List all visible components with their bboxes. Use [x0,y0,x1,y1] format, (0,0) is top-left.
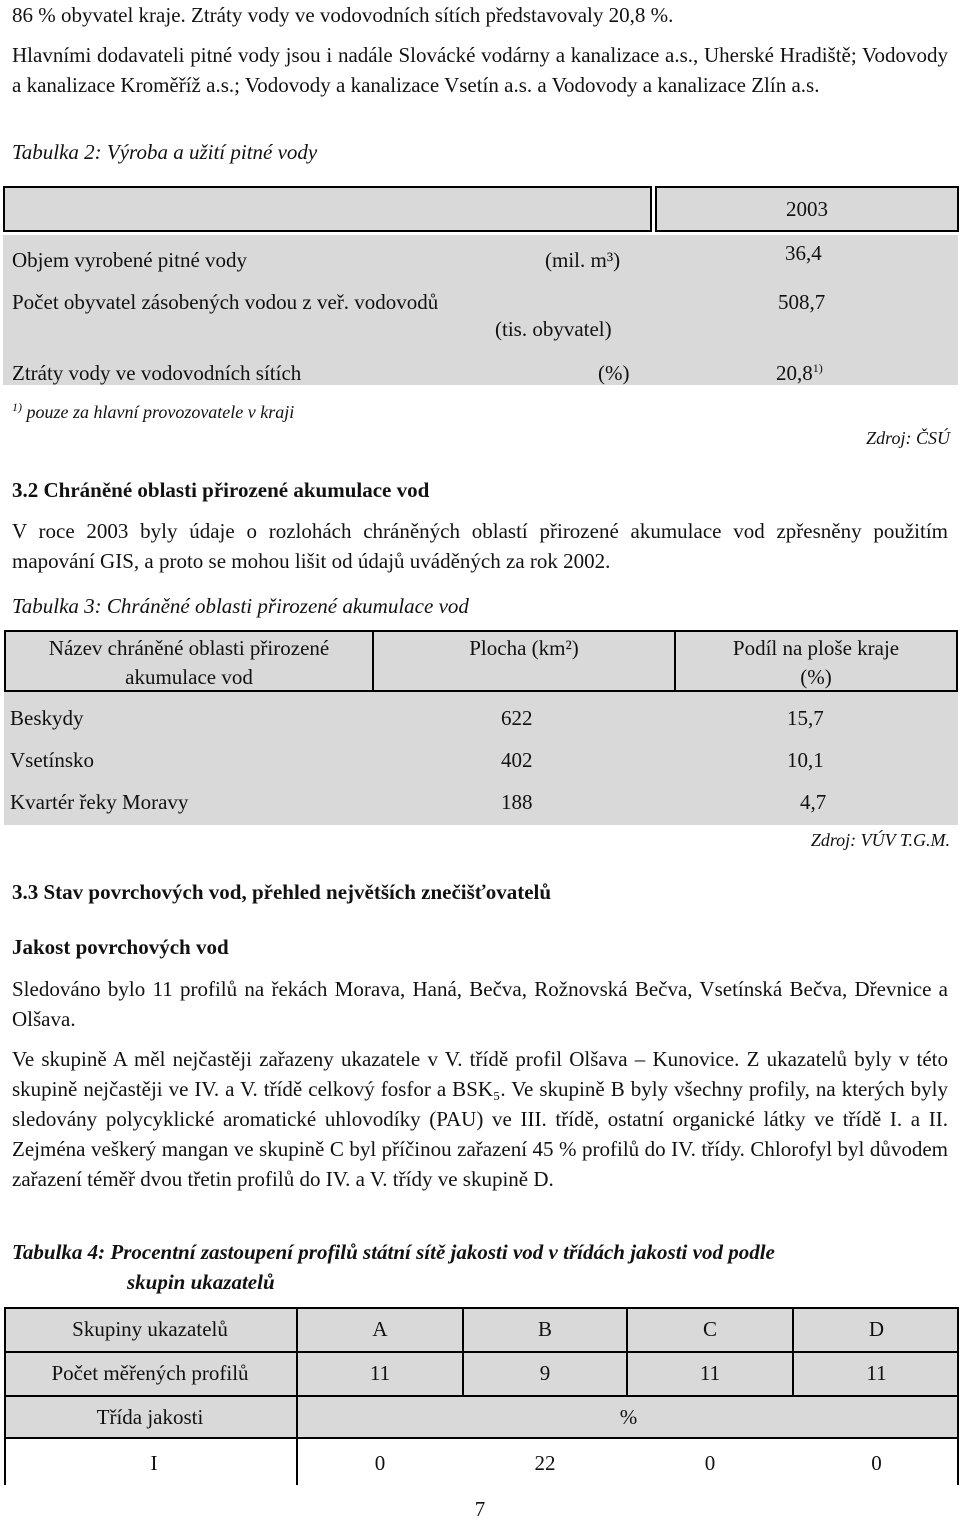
table4-count-label: Počet měřených profilů [51,1361,249,1385]
table4-row-class: I [150,1451,158,1475]
table4-count-b: 9 [539,1361,551,1385]
table4-count-d: 11 [866,1361,887,1385]
section33-subheading: Jakost povrchových vod [12,935,229,959]
table3-row1-share: 15,7 [787,706,824,730]
table4-row-a: 0 [374,1451,386,1475]
table2-caption: Tabulka 2: Výroba a užití pitné vody [12,140,318,164]
table2-row2-label: Počet obyvatel zásobených vodou z veř. vodovodů [12,290,439,314]
table3-header-share: Podíl na ploše kraje (%) [676,630,958,692]
section32-paragraph: V roce 2003 byly údaje o rozlohách chráněných oblastí přirozené akumulace vod zpřesněny použitím mapování GIS, a proto se mohou lišit od údajů uváděných za rok 2002. [12,519,948,573]
table2-row3-value: 20,8$^{1)}$ [776,361,823,385]
table4-header-a: A [372,1317,388,1341]
table2-note-mark: 1) [812,361,823,375]
table3 [4,630,958,825]
table4-class-label: Třída jakosti [96,1405,204,1429]
table4-caption-line2: skupin ukazatelů [127,1270,275,1294]
intro-line: 86 % obyvatel kraje. Ztráty vody ve vodovodních sítích představovaly 20,8 %. [12,3,674,27]
table4-header-b: B [537,1317,552,1341]
table4-class-unit: % [619,1405,638,1429]
table3-row2-area: 402 [501,748,533,772]
table4-row-c: 0 [704,1451,716,1475]
table2-row3-label: Ztráty vody ve vodovodních sítích [12,361,302,385]
section33-heading: 3.3 Stav povrchových vod, přehled největších znečišťovatelů [12,880,552,904]
section33-paragraph2: Ve skupině A měl nejčastěji zařazeny ukazatele v V. třídě profil Olšava – Kunovice. Z ukazatelů byly v této skupině nejčastěji ve IV. a V. třídě celkový fosfor a BSK₅. Ve skupině B byly všechny profily, na kterých byly sledovány polycyklické aromatické uhlovodíky (PAU) ve III. třídě, ostatní organické látky ve třídě I. a II. Zejména veškerý mangan ve skupině C byl příčinou zařazení 45 % profilů do IV. třídy. Chlorofyl byl důvodem zařazení téměř dvou třetin profilů do IV. a V. třídy ve skupině D. [12,1047,948,1191]
table2-footnote: $^{1)}$ pouze za hlavní provozovatele v kraji [12,400,295,422]
table3-row3-share: 4,7 [800,790,827,814]
section33-paragraph1: Sledováno bylo 11 profilů na řekách Morava, Haná, Bečva, Rožnovská Bečva, Vsetínská Bečva, Dřevnice a Olšava. [12,977,948,1031]
table3-source: Zdroj: VÚV T.G.M. [810,830,950,850]
table4-hline2 [4,1395,959,1397]
table3-row3-name: Kvartér řeky Moravy [10,790,189,814]
table3-header-name: Název chráněné oblasti přirozené akumulace vod [4,630,374,692]
table3-row3-area: 188 [501,790,533,814]
table2 [0,183,960,393]
table3-row2-name: Vsetínsko [10,748,94,772]
intro-paragraph: Hlavními dodavateli pitné vody jsou i nadále Slovácké vodárny a kanalizace a.s., Uherské Hradiště; Vodovody a kanalizace Kroměříž a.s.; Vodovody a kanalizace Vsetín a.s. a Vodovody a kanalizace Zlín a.s. [12,43,948,97]
table3-row2-share: 10,1 [787,748,824,772]
table4-row-b: 22 [534,1451,556,1475]
table3-header-area: Plocha (km²) [374,630,676,692]
table4 [4,1307,959,1485]
table2-row1-label: Objem vyrobené pitné vody [12,248,248,272]
section32-heading: 3.2 Chráněné oblasti přirozené akumulace vod [12,478,430,502]
table2-row2-unit: (tis. obyvatel) [495,317,612,341]
table2-header-left [3,186,652,232]
table4-caption-line1: Tabulka 4: Procentní zastoupení profilů státní sítě jakosti vod v třídách jakosti vod podle [12,1240,775,1264]
table2-year: 2003 [655,186,959,232]
table4-count-c: 11 [699,1361,721,1385]
table4-hline1 [4,1351,959,1353]
table2-row1-value: 36,4 [785,241,822,265]
table4-count-a: 11 [369,1361,391,1385]
table2-row1-unit: (mil. m³) [545,248,621,272]
table3-caption: Tabulka 3: Chráněné oblasti přirozené akumulace vod [12,594,469,618]
table4-row-d: 0 [871,1451,882,1475]
table4-header-d: D [868,1317,885,1341]
table3-row1-area: 622 [501,706,533,730]
table4-header-c: C [702,1317,717,1341]
table2-row2-value: 508,7 [778,290,826,314]
table2-source: Zdroj: ČSÚ [866,428,950,448]
table3-row1-name: Beskydy [10,706,84,730]
table4-header-groups: Skupiny ukazatelů [72,1317,228,1341]
table2-row3-unit: (%) [598,361,630,385]
page-number: 7 [474,1497,486,1521]
